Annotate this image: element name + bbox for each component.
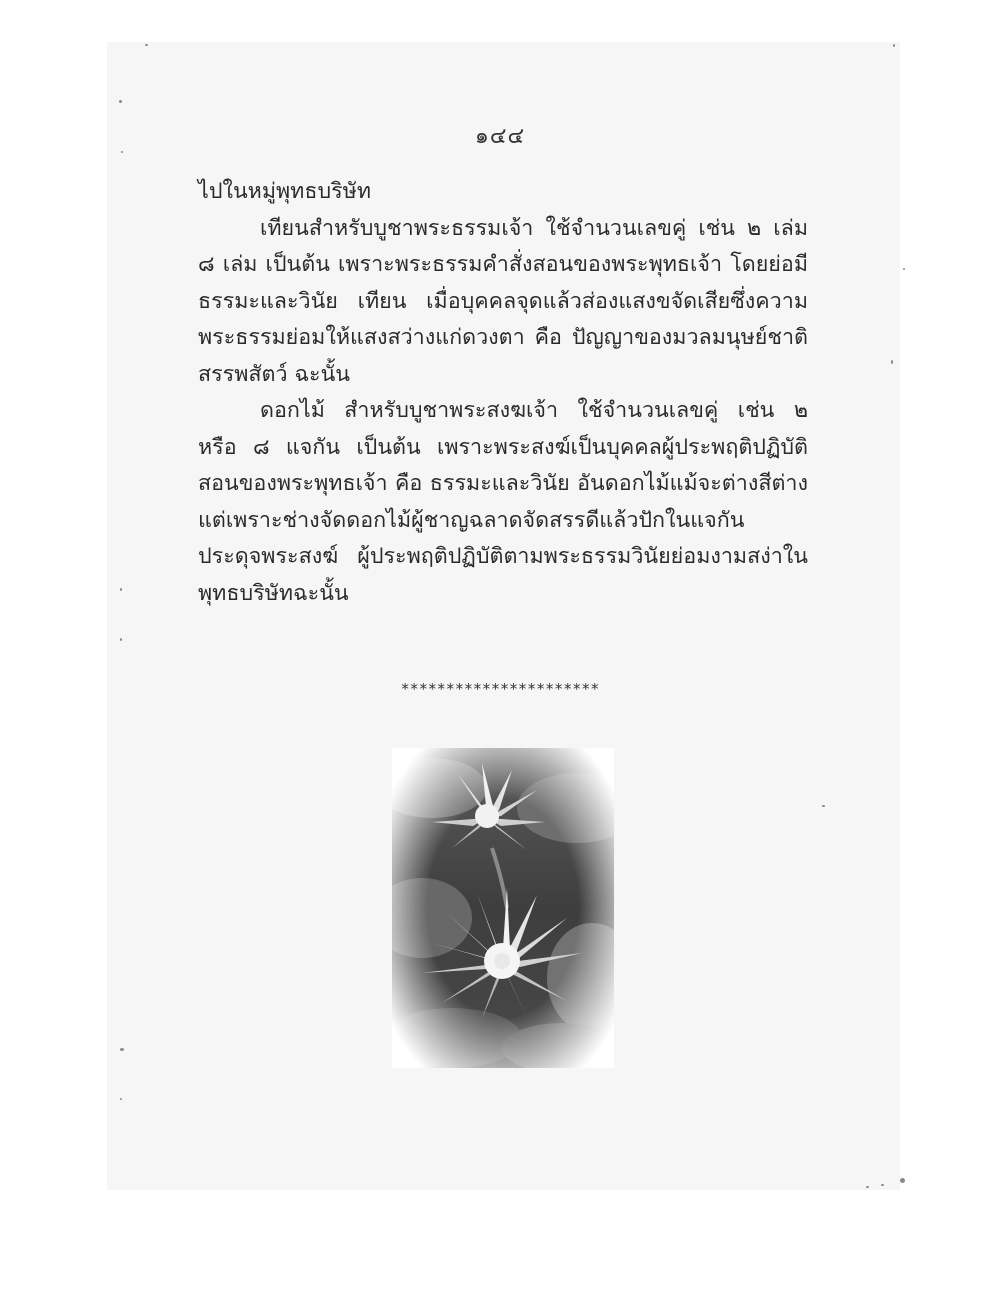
scan-speck: [881, 1184, 884, 1186]
separator-asterisks: **********************: [400, 680, 600, 698]
scan-speck: [119, 100, 122, 103]
scan-speck: [893, 44, 895, 47]
scan-speck: [120, 638, 122, 641]
text-line: ดอกไม้ สำหรับบูชาพระสงฆเจ้า ใช้จำนวนเลขคู่ เช่น ๒: [260, 398, 808, 423]
scan-speck: [866, 1186, 869, 1188]
text-line: ๘ เล่ม เป็นต้น เพราะพระธรรมคำสั่งสอนของพระพุทธเจ้า โดยย่อมี: [198, 252, 808, 277]
text-line: สอนของพระพุทธเจ้า คือ ธรรมะและวินัย อันดอกไม้แม้จะต่างสีต่าง: [198, 471, 808, 496]
text-line: ไปในหมู่พุทธบริษัท: [198, 179, 372, 204]
scan-speck: [121, 151, 123, 153]
scan-speck: [120, 1098, 122, 1100]
text-line: ธรรมะและวินัย เทียน เมื่อบุคคลจุดแล้วส่องแสงขจัดเสียซึ่งความ: [198, 288, 808, 314]
text-line: พระธรรมย่อมให้แสงสว่างแก่ดวงตา คือ ปัญญาของมวลมนุษย์ชาติ: [198, 325, 808, 350]
scan-speck: [822, 805, 825, 807]
water-lily-photo: [392, 748, 614, 1068]
scan-speck: [903, 268, 905, 270]
text-line: หรือ ๘ แจกัน เป็นต้น เพราะพระสงฆ์เป็นบุคคลผู้ประพฤติปฏิบัติ: [198, 434, 808, 460]
text-line: ประดุจพระสงฆ์ ผู้ประพฤติปฏิบัติตามพระธรรมวินัยย่อมงามสง่าใน: [198, 544, 808, 569]
scan-speck: [120, 588, 122, 591]
scan-speck: [900, 1178, 905, 1183]
text-line: เทียนสำหรับบูชาพระธรรมเจ้า ใช้จำนวนเลขคู่ เช่น ๒ เล่ม: [260, 215, 808, 241]
text-line: แต่เพราะช่างจัดดอกไม้ผู้ชาญฉลาดจัดสรรดีแล้วปักในแจกัน: [198, 507, 745, 533]
text-line: พุทธบริษัทฉะนั้น: [198, 580, 349, 606]
scan-speck: [120, 1048, 124, 1051]
text-line: สรรพสัตว์ ฉะนั้น: [198, 361, 350, 387]
body-text: [198, 174, 808, 612]
scan-speck: [145, 44, 148, 46]
scan-speck: [891, 360, 893, 364]
page-number: ๑๔๔: [474, 124, 526, 149]
